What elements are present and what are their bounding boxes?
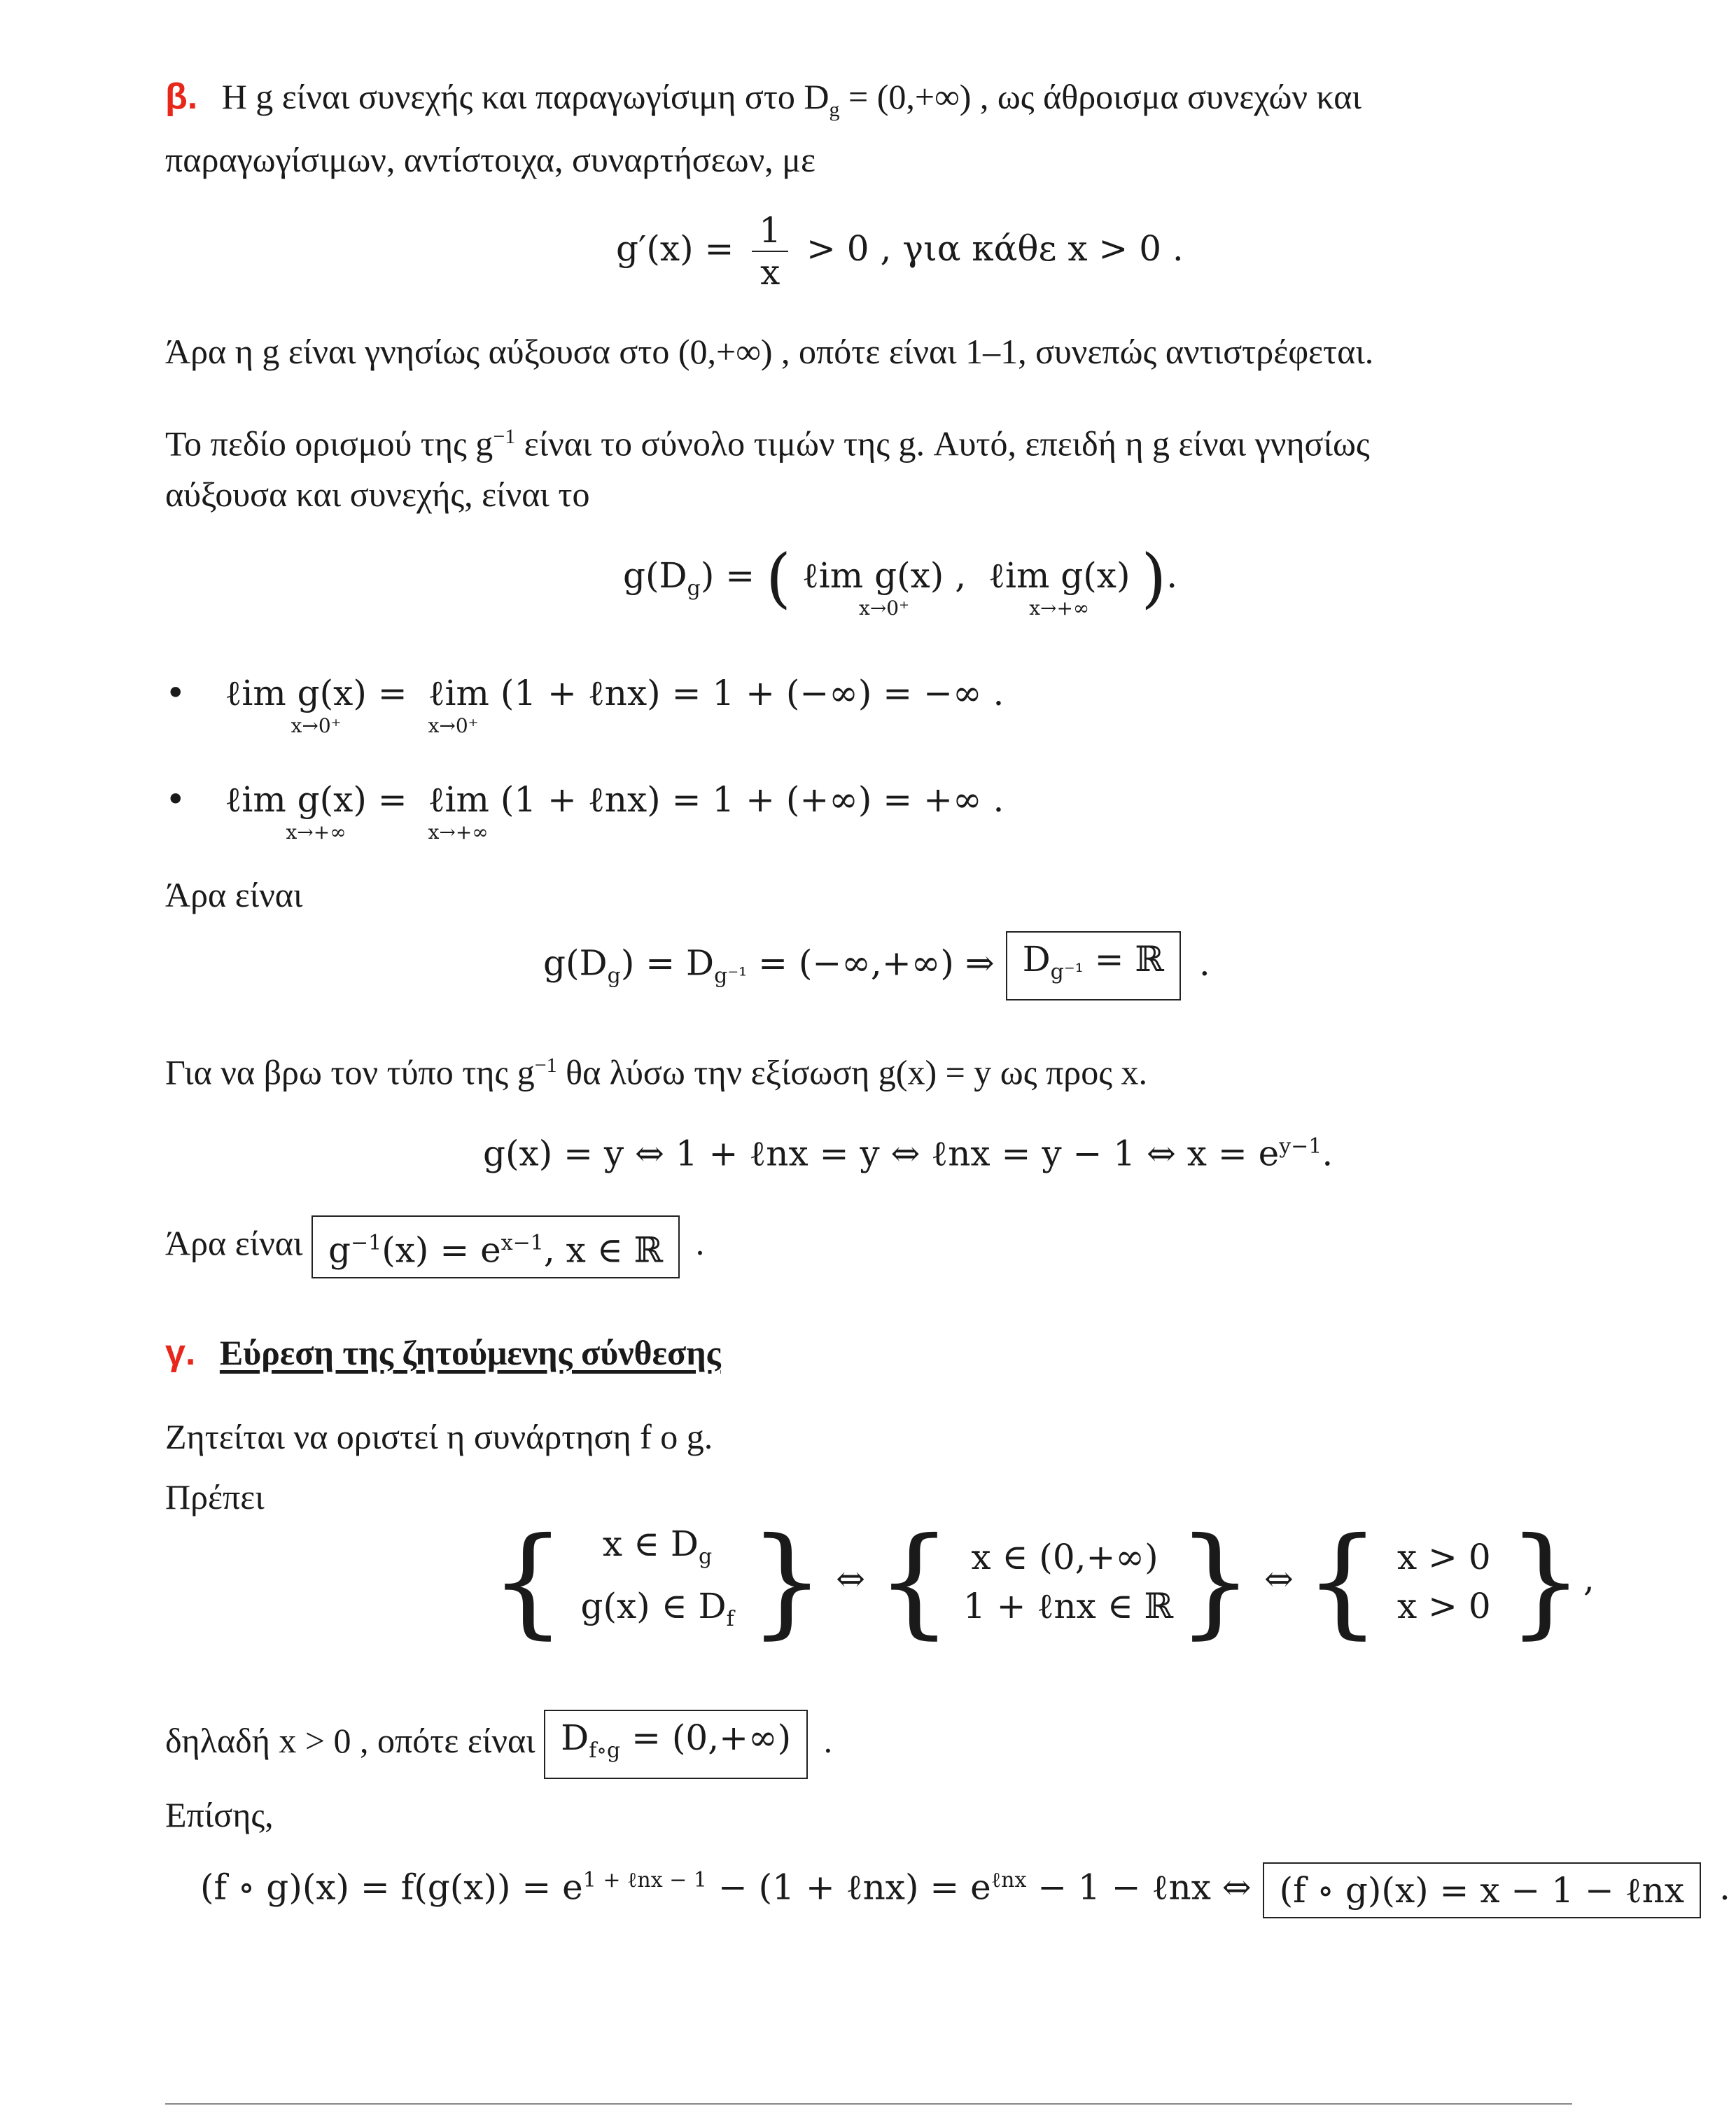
conditions-system bbox=[490, 1512, 1595, 1651]
inverse-formula-box bbox=[312, 1215, 680, 1278]
text: , x ∈ ℝ bbox=[543, 1229, 664, 1271]
limit-sub: x→+∞ bbox=[286, 821, 346, 844]
text: g(D bbox=[543, 942, 608, 984]
text: − 1 − ℓnx ⇔ bbox=[1026, 1867, 1252, 1908]
text: = ℝ bbox=[1083, 939, 1164, 979]
limit bbox=[428, 777, 1004, 843]
beta-line-1 bbox=[165, 74, 1362, 132]
text: D bbox=[561, 1717, 589, 1758]
brace-close: } bbox=[1177, 1512, 1254, 1651]
limit bbox=[225, 777, 407, 843]
subscript: g bbox=[687, 576, 701, 601]
brace-close: } bbox=[748, 1512, 825, 1651]
equivalence-arrow: ⇔ bbox=[836, 1558, 865, 1599]
superscript: x−1 bbox=[500, 1231, 544, 1255]
limit bbox=[225, 671, 407, 737]
period: . bbox=[1322, 1133, 1334, 1174]
subscript: g bbox=[699, 1544, 713, 1569]
brace-open: { bbox=[490, 1512, 566, 1651]
superscript: y−1 bbox=[1279, 1134, 1322, 1159]
gamma-heading bbox=[165, 1330, 721, 1375]
limit-expr: ℓim g(x) = bbox=[225, 673, 407, 713]
text: δηλαδή x > 0 , οπότε είναι bbox=[165, 1720, 536, 1760]
superscript: ℓnx bbox=[990, 1868, 1027, 1892]
subscript: f∘g bbox=[589, 1738, 621, 1763]
text: Το πεδίο ορισμού της g bbox=[165, 424, 493, 463]
text: (f ∘ g)(x) = f(g(x)) = e bbox=[200, 1867, 583, 1908]
composition-domain-line bbox=[165, 1710, 832, 1779]
comma: , bbox=[1583, 1558, 1595, 1599]
superscript: 1 + ℓnx − 1 bbox=[582, 1868, 707, 1892]
composition-result-box: (f ∘ g)(x) = x − 1 − ℓnx bbox=[1263, 1862, 1701, 1918]
limit-expr: ℓim (1 + ℓnx) = 1 + (−∞) = −∞ . bbox=[428, 673, 1004, 713]
solve-equation bbox=[483, 1124, 1333, 1176]
limit-expr: ℓim (1 + ℓnx) = 1 + (+∞) = +∞ . bbox=[428, 779, 1004, 820]
brace-close: } bbox=[1507, 1512, 1583, 1651]
system-1 bbox=[577, 1519, 738, 1644]
paren-open: ( bbox=[766, 541, 791, 615]
text: Άρα είναι bbox=[165, 1223, 303, 1263]
composition-paragraph: Ζητείται να οριστεί η συνάρτηση f ο g. bbox=[165, 1417, 713, 1456]
bullet-icon: • bbox=[165, 673, 186, 713]
composition-formula bbox=[200, 1858, 1730, 1918]
bullet-1 bbox=[165, 671, 1004, 737]
system-3 bbox=[1392, 1533, 1497, 1631]
composition-domain-box bbox=[544, 1710, 808, 1779]
text: x > 0 bbox=[1396, 1537, 1491, 1577]
superscript: −1 bbox=[493, 425, 516, 448]
domain-line-2: αύξουσα και συνεχής, είναι το bbox=[165, 475, 590, 514]
text: x ∈ (0,+∞) bbox=[971, 1537, 1158, 1577]
period: . bbox=[695, 1223, 705, 1263]
text: − (1 + ℓnx) = e bbox=[706, 1867, 991, 1908]
fraction bbox=[752, 210, 788, 293]
eq-lhs: g′(x) = bbox=[616, 228, 734, 269]
limit-expr: ℓim g(x) = bbox=[225, 779, 407, 820]
brace-open: { bbox=[1304, 1512, 1380, 1651]
bullet-icon: • bbox=[165, 779, 186, 820]
range-equation: $g(D_g)$ = ( ℓim g(x) , x→0⁺ ℓim g(x) x→+∞ ). bbox=[623, 541, 1178, 620]
period: . bbox=[823, 1720, 833, 1760]
solve-paragraph bbox=[165, 1043, 1147, 1095]
footer-divider bbox=[165, 2103, 1572, 2105]
denominator: x bbox=[760, 252, 780, 293]
bullet-2 bbox=[165, 777, 1004, 843]
must-paragraph: Πρέπει bbox=[165, 1477, 265, 1516]
monotonic-paragraph: Άρα η g είναι γνησίως αύξουσα στο (0,+∞) , οπότε είναι 1–1, συνεπώς αντιστρέφεται. bbox=[165, 332, 1374, 371]
equivalence-arrow: ⇔ bbox=[1264, 1558, 1294, 1599]
limit-1 bbox=[802, 553, 966, 619]
text: θα λύσω την εξίσωση g(x) = y ως προς x. bbox=[556, 1052, 1148, 1092]
derivative-equation bbox=[616, 210, 1184, 293]
subscript: g bbox=[829, 98, 840, 121]
also-paragraph: Επίσης, bbox=[165, 1795, 274, 1834]
limit-2 bbox=[988, 553, 1130, 619]
brace-open: { bbox=[876, 1512, 953, 1651]
text: 1 + ℓnx ∈ ℝ bbox=[962, 1586, 1174, 1626]
text: g bbox=[328, 1229, 351, 1271]
limit-sub: x→+∞ bbox=[1029, 597, 1090, 620]
limit-sub: x→0⁺ bbox=[428, 714, 479, 737]
text: (x) = e bbox=[382, 1229, 501, 1271]
text: Η g είναι συνεχής και παραγωγίσιμη στο D bbox=[221, 77, 830, 116]
domain-line-1 bbox=[165, 414, 1370, 466]
subscript: g⁻¹ bbox=[1050, 960, 1084, 984]
period: . bbox=[1718, 1867, 1730, 1908]
text: g(x) = y ⇔ 1 + ℓnx = y ⇔ ℓnx = y − 1 ⇔ x = e bbox=[483, 1133, 1280, 1174]
result-box bbox=[1006, 931, 1181, 1000]
limit bbox=[428, 671, 1004, 737]
limit-expr: ℓim g(x) , bbox=[802, 555, 967, 596]
limit-sub: x→0⁺ bbox=[290, 714, 342, 737]
text: Για να βρω τον τύπο της g bbox=[165, 1052, 535, 1092]
beta-line-2: παραγωγίσιμων, αντίστοιχα, συναρτήσεων, με bbox=[165, 140, 816, 179]
text: D bbox=[1022, 939, 1051, 979]
section-beta-label: β. bbox=[165, 76, 198, 117]
inverse-domain-equation bbox=[543, 931, 1210, 1000]
limit-sub: x→0⁺ bbox=[859, 597, 909, 620]
text: ) = bbox=[700, 555, 766, 596]
text: x ∈ D bbox=[602, 1523, 699, 1564]
superscript: −1 bbox=[534, 1054, 557, 1077]
period: . bbox=[1198, 942, 1210, 984]
subscript: f bbox=[726, 1607, 734, 1631]
section-title: Εύρεση της ζητούμενης σύνθεσης bbox=[219, 1333, 721, 1372]
superscript: −1 bbox=[350, 1231, 382, 1255]
subscript: g⁻¹ bbox=[714, 963, 748, 989]
subscript: g bbox=[607, 963, 621, 989]
numerator: 1 bbox=[752, 210, 788, 252]
paren-close: ) bbox=[1141, 541, 1167, 615]
text: είναι το σύνολο τιμών της g. Αυτό, επειδή η g είναι γνησίως bbox=[515, 424, 1370, 463]
section-gamma-label: γ. bbox=[165, 1332, 196, 1373]
text: ) = D bbox=[620, 942, 715, 984]
text: x > 0 bbox=[1396, 1586, 1491, 1626]
text: g(D bbox=[623, 555, 687, 596]
text: = (0,+∞) , ως άθροισμα συνεχών και bbox=[839, 77, 1362, 116]
inverse-formula-line bbox=[165, 1215, 704, 1278]
eq-rhs: > 0 , για κάθε x > 0 . bbox=[806, 228, 1184, 269]
therefore-1: Άρα είναι bbox=[165, 875, 303, 914]
limit-expr: ℓim g(x) bbox=[988, 555, 1130, 596]
text: = (0,+∞) bbox=[620, 1717, 792, 1758]
system-2 bbox=[962, 1533, 1174, 1631]
text: = (−∞,+∞) ⇒ bbox=[747, 942, 995, 984]
text: g(x) ∈ D bbox=[580, 1586, 727, 1626]
limit-sub: x→+∞ bbox=[428, 821, 489, 844]
